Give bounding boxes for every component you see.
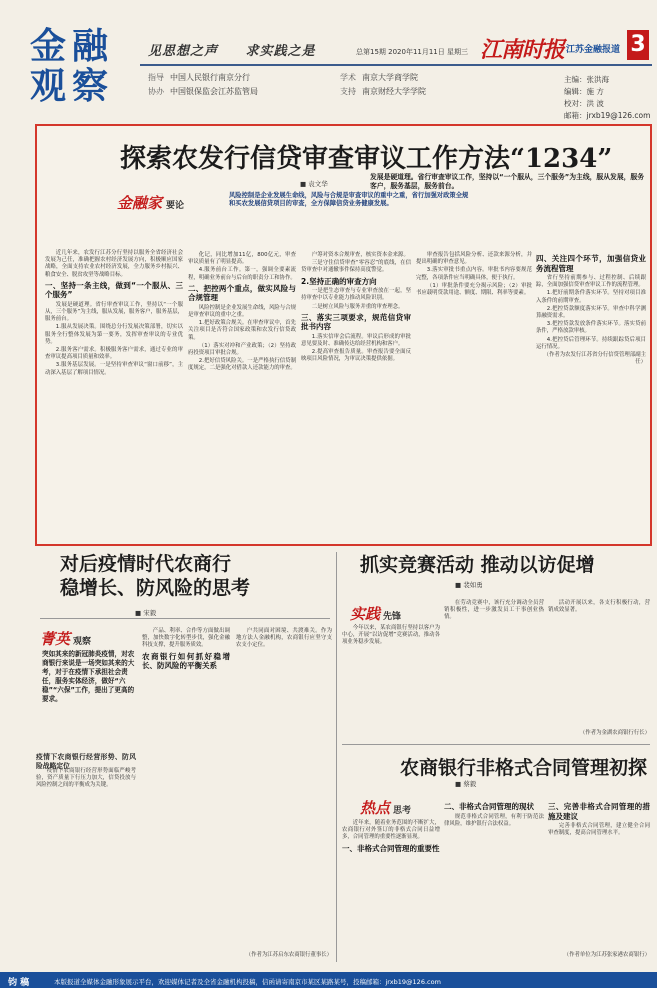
feature-c3-p6: 2.提高审查报告质量。审查报告要全面反映项目风险情况，为审议决策提供依据。 <box>301 349 411 363</box>
feature-c3-p3: 一是把生态审查与专业审查放在一起，坚持审查中以专业能力推动风险识别。 <box>301 288 411 302</box>
article3-note-wrap <box>548 730 650 739</box>
support-row <box>340 86 426 97</box>
article3-byline: ■ 裴如勇 <box>455 581 483 589</box>
slogan-part-2: 求实践之是 <box>245 44 316 59</box>
feature-c4-p3: （1）审批条件要充分揭示风险；（2）审批书应载明贷款用途、额度、期限、利率等要素。 <box>416 282 532 297</box>
feature-c3-p4: 二是树立风险与服务并重的审查理念。 <box>311 303 404 310</box>
article2-headline-line2: 稳增长、防风险的思考 <box>60 577 251 599</box>
feature-c3-subhead1: 2.坚持正确的审查方向 <box>301 276 377 286</box>
slogan <box>148 40 338 59</box>
footer-label: 钧 稿 <box>8 978 30 988</box>
editor-editor: 编辑：施 方 <box>564 87 604 96</box>
editor-list <box>564 74 650 122</box>
article4-column-2 <box>444 800 544 960</box>
feature-deck: 发展是硬道理。省行审查审议工作，坚持以“一个服从，三个服务”为主线，服从发展，服务客户，服务基层，服务前台。 <box>370 173 645 190</box>
logo-char-3: 观 <box>30 65 67 107</box>
feature-column-2 <box>188 252 296 542</box>
article2-headline-line1: 对后疫情时代农商行 <box>60 553 232 575</box>
feature-author-note: （作者为农发行江苏省分行信贷管理部副主任） <box>543 352 646 366</box>
academic-label: 学术 <box>340 73 356 82</box>
guide-row <box>148 72 250 83</box>
logo-char-4: 察 <box>72 65 109 107</box>
feature-column-3 <box>301 252 411 542</box>
feature-c3-subhead2: 三、落实三项要求，规范信贷审批书内容 <box>301 312 411 332</box>
article4-headline: 农商银行非格式合同管理初探 <box>400 757 648 779</box>
feature-c1-subhead: 一、坚持一条主线，做到“一个服从、三个服务” <box>45 280 183 300</box>
feature-c2-p6: 2.把好信贷风险关。一是严格执行信贷制度规定，二是强化对借款人还款能力的审查。 <box>188 358 296 372</box>
article2-headline <box>60 552 250 600</box>
feature-c3-p2: 三是守住信贷审查“零容忍”的底线，在信贷审查中对通辙事件保持高度警觉。 <box>301 260 411 274</box>
feature-c2-p3: 风险控制是企业发展生命线，风险与合规是审查审议的重中之重。 <box>188 304 296 319</box>
article2-c1-text: 疫情下农商银行经营形势面临严峻考验，资产质量下行压力加大，信贷投放与风险控制之间的平衡成为关键。 <box>36 768 136 789</box>
article2-note-wrap <box>236 952 332 961</box>
brand-title: 江南时报 <box>480 37 565 63</box>
editor-email: 邮箱：jrxb19@126.com <box>564 111 651 120</box>
article4-note-wrap <box>548 952 650 961</box>
article4-subhead1: 一、非格式合同管理的重要性 <box>342 843 440 853</box>
feature-c5-p3: 2.把控贷款额度落实环节。审查中科学测算融资需求。 <box>536 305 646 320</box>
article3-author-note: （作者为金湖农商银行行长） <box>579 730 650 736</box>
editor-tag <box>117 192 184 213</box>
article4-view-tag <box>360 797 411 818</box>
page-column-divider <box>336 552 337 962</box>
editor-commentary-box <box>117 192 469 246</box>
feature-c5-p2: 1.把好前期条件落实环节。坚持对项目准入条件的前期审查。 <box>536 290 646 304</box>
article4-c3-text: 完善非格式合同管理，建立健全合同审查制度，提高合同管理水平。 <box>548 823 650 837</box>
article3-practice-tag-suffix: 先锋 <box>383 612 402 622</box>
editor-text: 风险控制是企业发展生命线，风险与合规是审查审议的重中之重，省行加强对政策全规和买农发展信贷项目的审查，全方保障信贷业务健康发展。 <box>229 192 469 208</box>
collab-value: 中国银保监会江苏监管局 <box>170 87 258 96</box>
feature-c3-p1: 户筹对资本合规审查，核实资本金来源。 <box>311 252 409 258</box>
article4-c1-text: 近年来，随着业务范围的不断扩大，农商银行对外签订的非格式合同日益增多，合同管理的重要性逐渐显现。 <box>342 820 440 841</box>
article2-subhead1: 疫情下农商银行经营形势、防风险战略定位 <box>36 753 136 770</box>
feature-c1-p5: 3.服务基层发展。一是坚持审查审议“窗口前移”，主动深入基层了解项目情况。 <box>45 362 183 376</box>
article4-view-tag-suffix: 思考 <box>393 806 412 816</box>
article3-column-3 <box>548 600 650 730</box>
article4-column-1 <box>342 820 440 960</box>
article3-practice-tag-text: 实践 <box>350 605 381 623</box>
editor-tag-text: 金融家 <box>117 194 163 212</box>
academic-row <box>340 72 418 83</box>
article2-author-note: （作者为江苏启东农商银行董事长） <box>245 952 332 958</box>
footer-text: 本版报道全媒体金融形象展示平台，欢迎媒体记者及全省金融机构投稿，信函请寄南京市某区某路某号，投稿邮箱：jrxb19@126.com <box>54 978 441 986</box>
article3-c3-text: 活动开展以来，各支行积极行动，营销成效显著。 <box>548 600 650 614</box>
feature-headline: 探索农发行信贷审查审议工作方法“1234” <box>120 144 613 174</box>
article2-view-tag-suffix: 观察 <box>73 637 92 647</box>
editor-tag-suffix: 要论 <box>166 201 185 211</box>
feature-c4-p2: 3.落实审批书重点内容。审批书内容要规范完整，各项条件应当明确具体，便于执行。 <box>416 267 532 281</box>
masthead-rule <box>140 64 652 66</box>
editor-proof: 校对：洪 波 <box>564 99 604 108</box>
article2-c2-text: 产品、利率、合作等方面做出调整，加快数字化转型步伐，强化金融科技支撑，提升服务质效。 <box>142 628 230 649</box>
feature-c4-p1: 审查报告包括风险分析、还款来源分析，并提出明确的审查意见。 <box>416 252 532 266</box>
guide-label: 指导 <box>148 73 164 82</box>
article4-byline: ■ 蔡毅 <box>455 780 477 788</box>
article2-view-tag <box>40 628 91 649</box>
feature-c3-p5: 1.落实信审会后流程。审议后形成的审批意见要及时、准确传达给经营机构和客户。 <box>301 333 411 347</box>
article2-column-2 <box>142 628 230 954</box>
logo-char-2: 融 <box>72 25 109 67</box>
article2-view-tag-text: 菁英 <box>40 630 71 648</box>
feature-c1-p2: 发展是硬道理。省行审查审议工作，坚持以“一个服从，三个服务”为主线，服从发展，服务客户，服务基层，服务前台。 <box>45 301 183 323</box>
article3-c2-text: 在劳动竞赛中，该行充分调动全员营销积极性，进一步激发员工干事创业热情。 <box>444 600 544 621</box>
feature-c5-p5: 4.把控贷后管理环节。持续跟踪贷后项目运行情况。 <box>536 336 646 350</box>
article3-column-2 <box>444 600 544 737</box>
feature-c2-subhead: 二、把控两个重点，做实风险与合规管理 <box>188 283 296 303</box>
article2-subhead2: 农商银行如何抓好稳增长、防风险的平衡关系 <box>142 651 230 671</box>
guide-value: 中国人民银行南京分行 <box>170 73 250 82</box>
article3-headline: 抓实竞赛活动 推动以访促增 <box>360 554 595 576</box>
feature-c5-p4: 3.把控贷款发放条件落实环节。落实贷前条件，严格放款审核。 <box>536 321 646 335</box>
collab-row <box>148 86 258 97</box>
feature-c2-p2: 4.服务前台工作。第一，强调全要素流程，明确业务前台与后台的职责分工和协作。 <box>188 267 296 281</box>
feature-column-1 <box>45 250 183 542</box>
slogan-part-1: 见思想之声 <box>148 44 219 59</box>
feature-c1-p4: 2.服务客户需求。积极服务客户需求，通过专业的审查审议提高项目质量和效率。 <box>45 347 183 361</box>
support-value: 南京财经大学学院 <box>362 87 426 96</box>
support-label: 支持 <box>340 87 356 96</box>
article4-column-3 <box>548 800 650 950</box>
article3-practice-tag <box>350 603 401 624</box>
article4-author-note: （作者单位为江苏张家港农商银行） <box>563 952 650 958</box>
article2-column-3 <box>236 628 332 954</box>
article2-deck: 突如其来的新冠肺炎疫情，对农商银行来说是一场突如其来的大考，对于在疫情下承担社会责任，服务实体经济，做好“六稳”“六保”工作，提出了更高的要求。 <box>42 650 135 703</box>
page-number: 3 <box>627 30 649 60</box>
feature-c1-p1: 近几年来，农发行江苏分行坚持以服务全省经济社会发展为己任，准确把握农村经济发展方向，积极顺应国家战略，全面支持农业农村经济发展，全力服务乡村振兴、粮食安全、脱贫攻坚等战略目标。 <box>45 250 183 278</box>
edition-info: 总第15期 2020年11月11日 星期三 <box>356 48 468 56</box>
feature-byline: ■ 袁文华 <box>300 180 328 188</box>
article2-column-1 <box>36 768 136 954</box>
feature-c1-p3: 1.服从发展决策。围绕总分行发展决策部署，切实以服务全行整体发展为第一要务，发挥审查审议的专业优势。 <box>45 324 183 345</box>
article4-subhead2: 二、非格式合同管理的现状 <box>444 802 534 811</box>
article2-divider <box>40 618 330 619</box>
brand-subtitle: 江苏金融报道 <box>566 45 621 55</box>
feature-c5-subhead: 四、关注四个环节，加强信贷业务流程管理 <box>536 254 646 273</box>
article3-column-1 <box>342 625 440 737</box>
feature-c5-p1: 省行坚持前期参与、过程控制、后续跟踪，全面加强信贷审查审议工作的流程管理。 <box>536 275 646 289</box>
editor-chief: 主编：张洪海 <box>564 75 609 84</box>
feature-column-4 <box>416 252 532 542</box>
feature-c2-p5: （1）落实对冲和产业政策；（2）坚持政府投资项目审批合规。 <box>188 342 296 357</box>
article4-c2-text: 规范非格式合同管理，有利于防范法律风险，维护银行合法权益。 <box>444 813 544 827</box>
article2-c3-text: 户共同面对困境、共渡难关。作为地方法人金融机构，农商银行应坚守支农支小定位。 <box>236 628 332 649</box>
article2-byline: ■ 宋毅 <box>135 609 157 617</box>
feature-c2-p1: 化记，同比增加11亿，800亿元，审查审议质量有了明显提高。 <box>188 252 296 266</box>
logo-char-1: 金 <box>30 25 67 67</box>
article4-subhead3: 三、完善非格式合同管理的措施及建议 <box>548 802 650 821</box>
feature-column-5 <box>536 252 646 542</box>
article3-c1-text: 今年以来，某农商银行坚持以客户为中心，开展“以访促增”竞赛活动，推动各项业务稳步发展。 <box>342 625 440 646</box>
academic-value: 南京大学商学院 <box>362 73 418 82</box>
feature-c2-p4: 1.把好政策合规关。在审查审议中，首先关注项目是否符合国家政策和农发行信贷政策。 <box>188 320 296 341</box>
article4-view-tag-text: 热点 <box>360 799 391 817</box>
collab-label: 协办 <box>148 87 164 96</box>
article3-divider <box>342 744 650 745</box>
